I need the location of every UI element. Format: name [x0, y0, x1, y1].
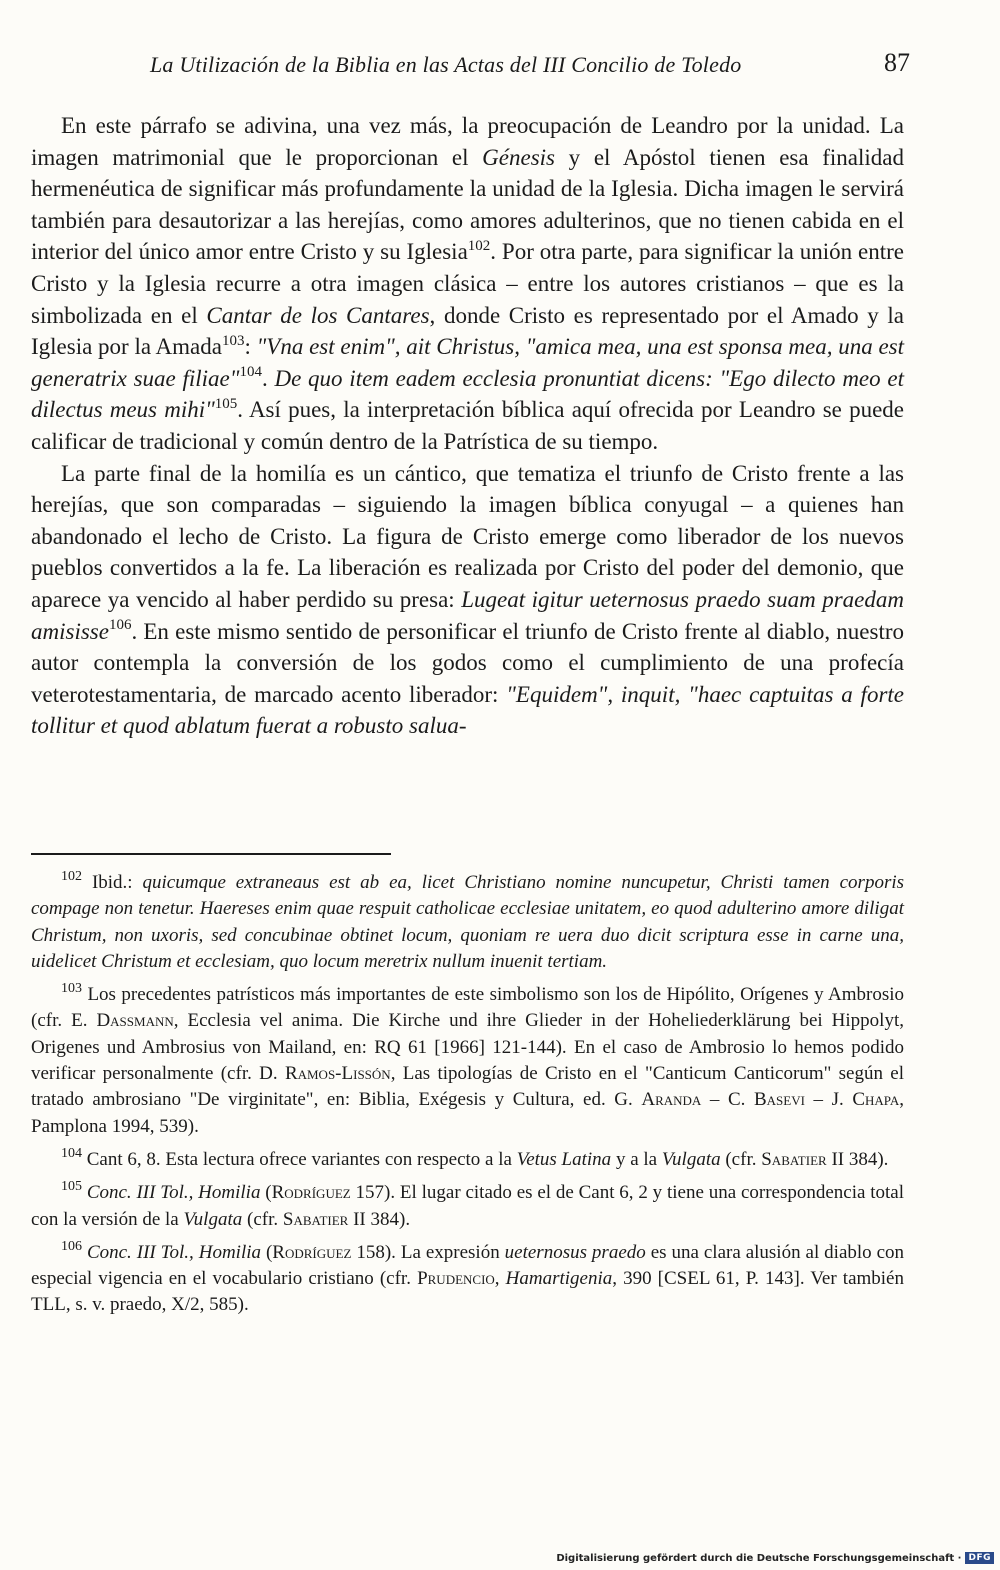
footnote-ref-102[interactable]: 102 — [467, 237, 491, 254]
footnotes — [31, 870, 904, 1326]
footnote-ref-106[interactable]: 106 — [108, 616, 132, 633]
footnote-103: $^{103}$ Los precedentes patrísticos más importantes de este simbolismo son los de Hipólito, Orígenes y Ambrosio (cfr. E. Dassmann, Ecclesia vel anima. Die Kirche und ihre Glieder in der Hoheliederklärung bei Hippolyt, Origenes und Ambrosius von Mailand, en: RQ 61 [1966] 121-144). En el caso de Ambrosio lo hemos podido verificar personalmente (cfr. D. Ramos-Lissón, Las tipologías de Cristo en el "Canticum Canticorum" según el tratado ambrosiano "De virginitate", en: Biblia, Exégesis y Cultura, ed. G. Aranda – C. Basevi – J. Chapa, Pamplona 1994, 539). — [31, 980, 905, 1137]
running-title: La Utilización de la Biblia en las Actas del III Concilio de Toledo — [150, 52, 742, 77]
credit-text: Digitalisierung gefördert durch die Deutsche Forschungsgemeinschaft · — [556, 1552, 962, 1564]
footnote-104: $^{104}$ Cant 6, 8. Esta lectura ofrece variantes con respecto a la Vetus Latina y a la Vulgata (cfr. Sabatier II 384). — [61, 1145, 889, 1170]
footnote-106: $^{106}$ Conc. III Tol., Homilia (Rodríguez 158). La expresión ueternosus praedo es una clara alusión al diablo con especial vigencia en el vocabulario cristiano (cfr. Prudencio, Hamartigenia, 390 [CSEL 61, P. 143]. Ver también TLL, s. v. praedo, X/2, 585). — [31, 1238, 905, 1316]
footnote-ref-103[interactable]: 103 — [221, 332, 245, 349]
dfg-logo: DFG — [965, 1552, 994, 1564]
page-number: 87 — [884, 48, 910, 77]
digitization-credit — [556, 1552, 994, 1564]
page-header — [150, 48, 910, 84]
footnote-105: $^{105}$ Conc. III Tol., Homilia (Rodríguez 157). El lugar citado es el de Cant 6, 2 y tiene una correspondencia total con la versión de la Vulgata (cfr. Sabatier II 384). — [31, 1178, 905, 1230]
footnote-ref-105[interactable]: 105 — [214, 395, 238, 412]
footnote-102: $^{102}$ Ibid.: quicumque extraneaus est ab ea, licet Christiano nomine nuncupetur, Christi tamen corporis compage non tenetur. Haereses enim quae respuit catholicae ecclesiae unitatem, eo quod adulterino amore diligat Christum, non uxoris, sed concubinae obtinet locum, quoniam re uera duo dicit scriptura esse in carne una, uidelicet Christum et ecclesiam, quo locum meretrix nullum inuenit tertiam. — [31, 868, 905, 972]
paragraph-1: En este párrafo se adivina, una vez más, la preocupación de Leandro por la unidad. La imagen matrimonial que le proporcionan el Génesis y el Apóstol tienen esa finalidad hermenéutica de significar más profundamente la unidad de la Iglesia. Dicha imagen le servirá también para desautorizar a las herejías, como amores adulterinos, que no tienen cabida en el interior del único amor entre Cristo y su Iglesia$^{102}$. Por otra parte, para significar la unión entre Cristo y la Iglesia recurre a otra imagen clásica – entre los autores cristianos – que es la simbolizada en el Cantar de los Cantares, donde Cristo es representado por el Amado y la Iglesia por la Amada$^{103}$: "Vna est enim", ait Christus, "amica mea, una est sponsa mea, una est generatrix suae filiae"$^{104}$. De quo item eadem ecclesia pronuntiat dicens: "Ego dilecto meo et dilectus meus mihi"$^{105}$. Así pues, la interpretación bíblica aquí ofrecida por Leandro se puede calificar de tradicional y común dentro de la Patrística de su tiempo. — [31, 113, 905, 454]
paragraph-2: La parte final de la homilía es un cántico, que tematiza el triunfo de Cristo frente a las herejías, que son comparadas – siguiendo la imagen bíblica conyugal – a quienes han abandonado el lecho de Cristo. La figura de Cristo emerge como liberador de los nuevos pueblos convertidos a la fe. La liberación es realizada por Cristo del poder del demonio, que aparece ya vencido al haber perdido su presa: Lugeat igitur ueternosus praedo suam praedam amisisse$^{106}$. En este mismo sentido de personificar el triunfo de Cristo frente al diablo, nuestro autor contempla la conversión de los godos como el cumplimiento de una profecía veterotestamentaria, de marcado acento liberador: "Equidem", inquit, "haec captuitas a forte tollitur et quod ablatum fuerat a robusto salua- — [31, 460, 904, 739]
main-text — [31, 110, 904, 742]
footnote-ref-104[interactable]: 104 — [239, 364, 262, 381]
footnote-separator — [31, 853, 391, 855]
